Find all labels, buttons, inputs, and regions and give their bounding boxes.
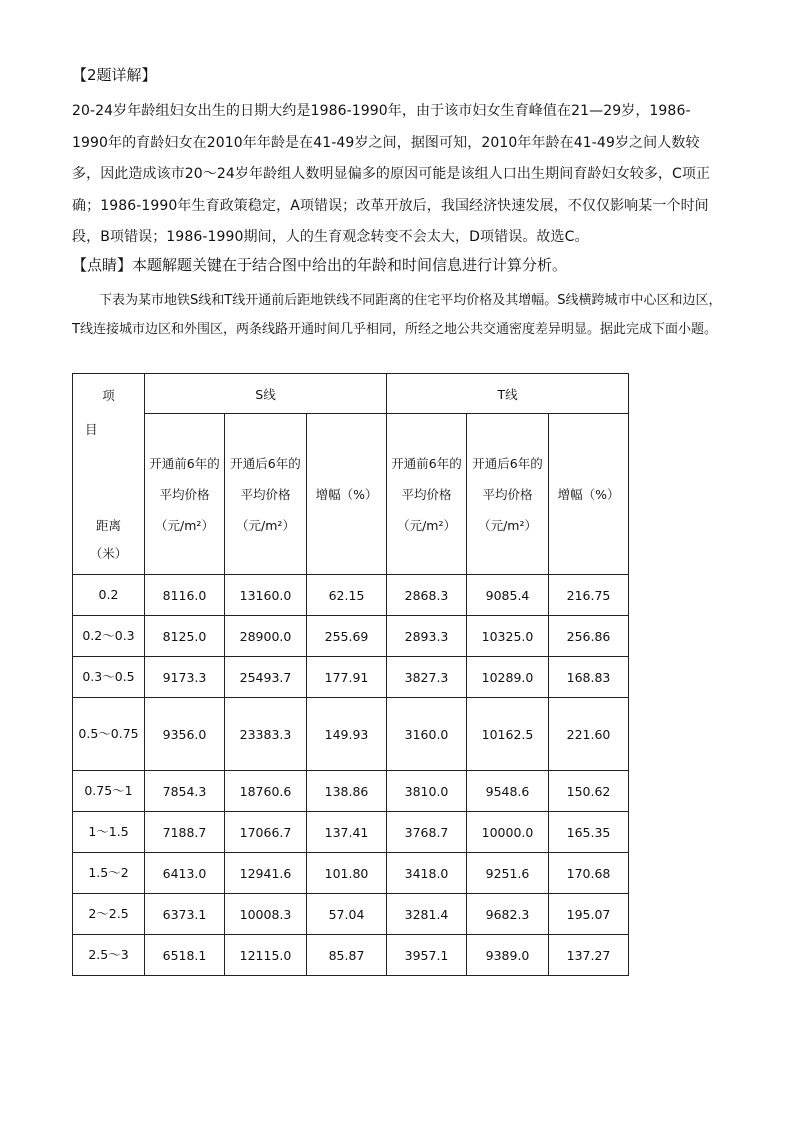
cell-t-after: 10000.0 xyxy=(467,812,549,853)
cell-dist: 0.2～0.3 xyxy=(73,616,145,657)
cell-s-after: 18760.6 xyxy=(225,771,307,812)
cell-t-after: 10162.5 xyxy=(467,698,549,771)
s-after-header: 开通后6年的平均价格（元/m²） xyxy=(225,414,307,575)
cell-dist: 2～2.5 xyxy=(73,894,145,935)
cell-s-before: 8116.0 xyxy=(145,575,225,616)
cell-t-before: 2868.3 xyxy=(387,575,467,616)
table-row xyxy=(73,698,629,771)
cell-t-inc: 165.35 xyxy=(549,812,629,853)
cell-s-before: 9173.3 xyxy=(145,657,225,698)
cell-t-before: 3281.4 xyxy=(387,894,467,935)
cell-t-after: 10289.0 xyxy=(467,657,549,698)
cell-t-inc: 216.75 xyxy=(549,575,629,616)
cell-s-after: 12941.6 xyxy=(225,853,307,894)
cell-s-before: 7188.7 xyxy=(145,812,225,853)
cell-s-after: 12115.0 xyxy=(225,935,307,976)
cell-s-inc: 255.69 xyxy=(307,616,387,657)
cell-dist: 0.75～1 xyxy=(73,771,145,812)
cell-dist: 0.2 xyxy=(73,575,145,616)
cell-s-before: 6518.1 xyxy=(145,935,225,976)
table-row xyxy=(73,575,629,616)
cell-t-before: 3957.1 xyxy=(387,935,467,976)
table-row xyxy=(73,657,629,698)
s-increase-header: 增幅（%） xyxy=(307,414,387,575)
cell-t-after: 9389.0 xyxy=(467,935,549,976)
cell-dist: 0.5～0.75 xyxy=(73,698,145,771)
cell-dist: 1～1.5 xyxy=(73,812,145,853)
cell-s-after: 13160.0 xyxy=(225,575,307,616)
cell-dist: 2.5～3 xyxy=(73,935,145,976)
cell-s-before: 7854.3 xyxy=(145,771,225,812)
cell-t-after: 10325.0 xyxy=(467,616,549,657)
cell-dist: 1.5～2 xyxy=(73,853,145,894)
cell-t-before: 3160.0 xyxy=(387,698,467,771)
cell-t-inc: 168.83 xyxy=(549,657,629,698)
cell-t-inc: 150.62 xyxy=(549,771,629,812)
table-intro: 下表为某市地铁S线和T线开通前后距地铁线不同距离的住宅平均价格及其增幅。S线横跨城市中心区和边区，T线连接城市边区和外围区，两条线路开通时间几乎相同，所经之地公共交通密度差异明显。据此完成下面小题。 xyxy=(72,293,722,337)
corner-label-item: 项 xyxy=(102,388,115,403)
cell-s-after: 28900.0 xyxy=(225,616,307,657)
t-after-header: 开通后6年的平均价格（元/m²） xyxy=(467,414,549,575)
distance-label: 距离 xyxy=(95,518,121,533)
table-row xyxy=(73,935,629,976)
cell-t-inc: 221.60 xyxy=(549,698,629,771)
table-column-header xyxy=(73,414,629,575)
cell-s-before: 6413.0 xyxy=(145,853,225,894)
table-group-header xyxy=(73,374,629,414)
table-row xyxy=(73,812,629,853)
cell-t-before: 3827.3 xyxy=(387,657,467,698)
cell-s-inc: 57.04 xyxy=(307,894,387,935)
cell-s-inc: 101.80 xyxy=(307,853,387,894)
cell-t-after: 9085.4 xyxy=(467,575,549,616)
s-line-header: S线 xyxy=(145,374,387,414)
cell-t-inc: 256.86 xyxy=(549,616,629,657)
cell-t-inc: 170.68 xyxy=(549,853,629,894)
cell-s-before: 9356.0 xyxy=(145,698,225,771)
cell-s-after: 25493.7 xyxy=(225,657,307,698)
cell-t-before: 3768.7 xyxy=(387,812,467,853)
cell-t-inc: 137.27 xyxy=(549,935,629,976)
distance-unit: （米） xyxy=(89,546,128,561)
table-row xyxy=(73,771,629,812)
cell-s-inc: 149.93 xyxy=(307,698,387,771)
cell-t-before: 3810.0 xyxy=(387,771,467,812)
cell-t-before: 2893.3 xyxy=(387,616,467,657)
cell-t-after: 9251.6 xyxy=(467,853,549,894)
cell-s-inc: 177.91 xyxy=(307,657,387,698)
cell-t-after: 9682.3 xyxy=(467,894,549,935)
cell-s-after: 17066.7 xyxy=(225,812,307,853)
table-row xyxy=(73,894,629,935)
cell-s-after: 23383.3 xyxy=(225,698,307,771)
t-line-header: T线 xyxy=(387,374,629,414)
cell-s-after: 10008.3 xyxy=(225,894,307,935)
explanation-paragraph: 20-24岁年龄组妇女出生的日期大约是1986-1990年，由于该市妇女生育峰值在21—29岁，1986-1990年的育龄妇女在2010年年龄是在41-49岁之间，据图可知，2010年年龄在41-49岁之间人数较多，因此造成该市20～24岁年龄组人数明显偏多的原因可能是该组人口出生期间育龄妇女较多，C项正确；1986-1990年生育政策稳定，A项错误；改革开放后，我国经济快速发展，不仅仅影响某一个时间段，B项错误；1986-1990期间，人的生育观念转变不会太大，D项错误。故选C。 xyxy=(72,103,711,245)
key-point-note: 【点睛】本题解题关键在于结合图中给出的年龄和时间信息进行计算分析。 xyxy=(72,256,568,274)
cell-s-inc: 137.41 xyxy=(307,812,387,853)
cell-s-before: 8125.0 xyxy=(145,616,225,657)
cell-dist: 0.3～0.5 xyxy=(73,657,145,698)
price-table xyxy=(72,373,629,976)
table-row xyxy=(73,853,629,894)
table-row xyxy=(73,616,629,657)
corner-label-distance xyxy=(73,512,144,568)
cell-s-before: 6373.1 xyxy=(145,894,225,935)
cell-s-inc: 138.86 xyxy=(307,771,387,812)
corner-label-mu: 目 xyxy=(85,422,98,437)
section-heading: 【2题详解】 xyxy=(72,66,157,84)
cell-t-inc: 195.07 xyxy=(549,894,629,935)
corner-header-cell xyxy=(73,374,145,575)
t-before-header: 开通前6年的平均价格（元/m²） xyxy=(387,414,467,575)
t-increase-header: 增幅（%） xyxy=(549,414,629,575)
cell-t-before: 3418.0 xyxy=(387,853,467,894)
s-before-header: 开通前6年的平均价格（元/m²） xyxy=(145,414,225,575)
cell-s-inc: 85.87 xyxy=(307,935,387,976)
cell-t-after: 9548.6 xyxy=(467,771,549,812)
cell-s-inc: 62.15 xyxy=(307,575,387,616)
